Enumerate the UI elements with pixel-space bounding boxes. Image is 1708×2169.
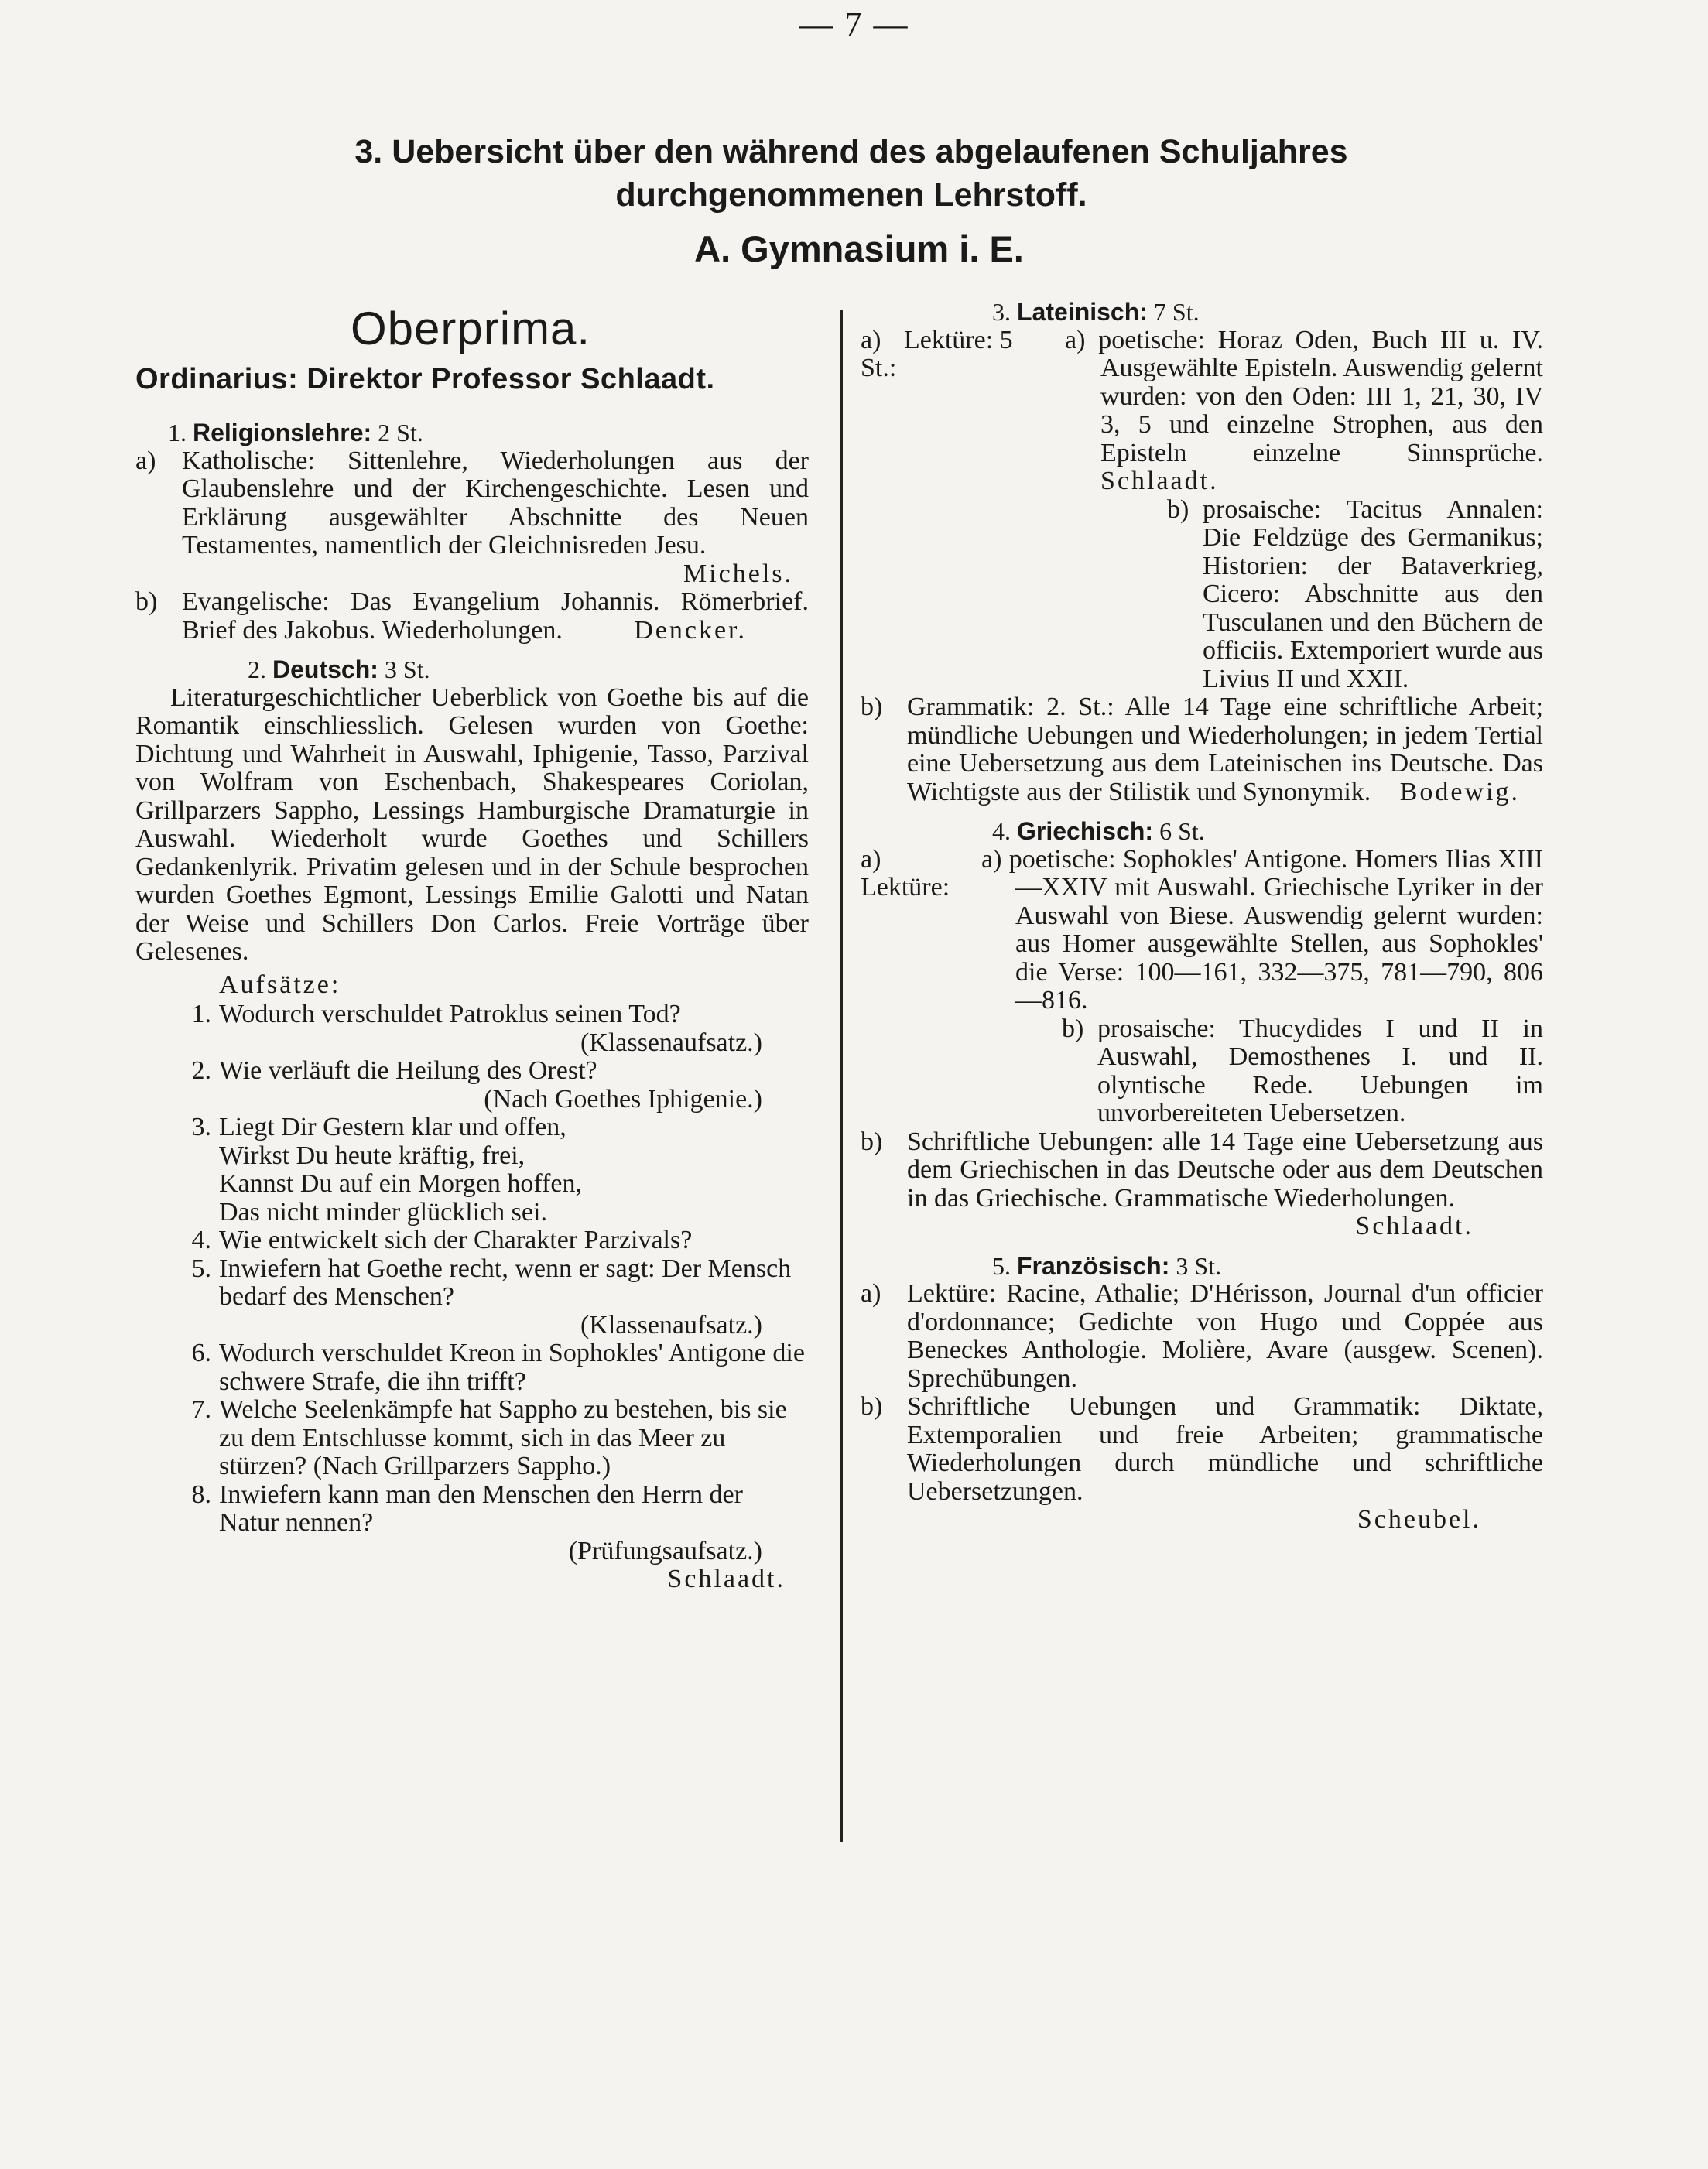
subject-number: 5.	[992, 1251, 1011, 1280]
list-item	[861, 1015, 1543, 1128]
essay-item	[135, 1481, 809, 1538]
essay-note: (Nach Goethes Iphigenie.)	[484, 1084, 762, 1114]
poem-line: Das nicht minder glücklich sei.	[219, 1197, 547, 1226]
item-label	[861, 327, 1015, 496]
subject-heading	[861, 817, 1543, 846]
list-item	[861, 496, 1543, 694]
subject-hours: 6 St.	[1159, 817, 1205, 845]
subject-franzoesisch	[861, 1252, 1543, 1534]
sub-label: a)	[1065, 325, 1086, 354]
subject-number: 4.	[992, 817, 1011, 845]
page-number: — 7 —	[799, 5, 909, 43]
ordinarius-line: Ordinarius: Direktor Professor Schlaadt.	[135, 363, 715, 395]
right-column	[861, 298, 1543, 1545]
sub-text: poetische: Horaz Oden, Buch III u. IV. Ausgewählte Episteln. Auswendig gelernt wurden: von den Oden: III 1, 21, 30, IV 3, 5 und einzelne Strophen, aus den Episteln einzelne Sinnsprüche.	[1098, 325, 1544, 467]
essay-item	[135, 1057, 809, 1086]
item-text	[1015, 327, 1543, 496]
essay-number: 6.	[191, 1339, 211, 1367]
left-column	[135, 298, 809, 1605]
subject-name: Französisch:	[1017, 1251, 1170, 1280]
poem-line: Kannst Du auf ein Morgen hoffen,	[219, 1169, 582, 1198]
essay-note: (Klassenaufsatz.)	[580, 1310, 762, 1339]
essay-number: 8.	[191, 1480, 211, 1509]
essay-item	[135, 1339, 809, 1396]
item-label	[861, 846, 977, 1015]
subject-griechisch	[861, 817, 1543, 1241]
subject-heading	[135, 419, 809, 447]
subject-religion	[135, 419, 809, 645]
essay-item	[135, 1226, 809, 1255]
item-text: Schriftliche Uebungen und Grammatik: Diktate, Extemporalien und freie Arbeiten; grammatische Wiederholungen durch mündliche und schriftliche Uebersetzungen.	[907, 1392, 1543, 1506]
main-title-line2: durchgenommenen Lehrstoff.	[615, 176, 1087, 214]
subject-hours: 7 St.	[1153, 298, 1200, 326]
essay-text: Wodurch verschuldet Kreon in Sophokles' Antigone die schwere Strafe, die ihn trifft?	[219, 1339, 805, 1396]
sub-label: a)	[981, 844, 1002, 874]
essay-note: (Klassenaufsatz.)	[580, 1028, 762, 1057]
list-item	[861, 1393, 1543, 1506]
subtitle: A. Gymnasium i. E.	[694, 228, 1024, 269]
item-label: b)	[1167, 494, 1189, 524]
essay-item	[135, 1114, 809, 1226]
item-label: a)	[861, 1279, 881, 1308]
item-text: Evangelische: Das Evangelium Johannis. Römerbrief. Brief des Jakobus. Wiederholungen.	[182, 587, 809, 645]
essay-text: Wie entwickelt sich der Charakter Parzivals?	[219, 1226, 693, 1254]
item-text: Grammatik: 2. St.: Alle 14 Tage eine schriftliche Arbeit; mündliche Uebungen und Wiederholungen; in jedem Tertial eine Uebersetzung aus dem Lateinischen ins Deutsche. Das Wichtigste aus der Stilistik und Synonymik.	[907, 693, 1543, 806]
subject-name: Griechisch:	[1017, 817, 1154, 845]
essay-note: (Prüfungsaufsatz.)	[568, 1536, 762, 1565]
essay-number: 1.	[191, 1000, 211, 1028]
subject-name: Lateinisch:	[1017, 298, 1148, 326]
teacher-name: Bodewig.	[1399, 777, 1520, 806]
subject-number: 1.	[168, 419, 187, 446]
subject-heading	[135, 655, 809, 684]
essay-number: 5.	[191, 1254, 211, 1283]
subject-name: Deutsch:	[272, 655, 378, 683]
teacher-name: Scheubel.	[1357, 1505, 1481, 1534]
main-title-line1: 3. Uebersicht über den während des abgelaufenen Schuljahres	[354, 133, 1348, 170]
subject-name: Religionslehre:	[193, 419, 372, 446]
list-item	[861, 1280, 1543, 1393]
subject-heading	[861, 1252, 1543, 1281]
item-label: b)	[861, 1392, 883, 1421]
item-text: Lektüre: Racine, Athalie; D'Hérisson, Journal d'un officier d'ordonnance; Gedichte von Hugo und Coppée aus Beneckes Anthologie. Molière, Avare (ausgew. Scenen). Sprechübungen.	[907, 1279, 1543, 1393]
teacher-name: Dencker.	[634, 615, 747, 645]
essay-text: Inwiefern kann man den Menschen den Herrn der Natur nennen?	[219, 1480, 743, 1537]
essay-text: Inwiefern hat Goethe recht, wenn er sagt: Der Mensch bedarf des Menschen?	[219, 1254, 792, 1311]
teacher-name: Schlaadt.	[1100, 467, 1219, 495]
subject-deutsch	[135, 655, 809, 1594]
class-title: Oberprima.	[351, 303, 591, 354]
subject-latein	[861, 298, 1543, 806]
item-text: Schriftliche Uebungen: alle 14 Tage eine Uebersetzung aus dem Griechischen in das Deutsche oder aus dem Deutschen in das Griechische. Grammatische Wiederholungen.	[907, 1127, 1543, 1213]
poem-line: Liegt Dir Gestern klar und offen,	[219, 1113, 566, 1141]
essay-text	[219, 1114, 809, 1226]
teacher-name: Michels.	[683, 559, 793, 588]
sub-text: poetische: Sophokles' Antigone. Homers Ilias XIII—XXIV mit Auswahl. Griechische Lyriker in der Auswahl von Biese. Auswendig gelernt wurden: aus Homer ausgewählte Stellen, aus Sophokles' die Verse: 100—161, 332—375, 781—790, 806—816.	[1008, 844, 1543, 1014]
essay-number: 3.	[191, 1113, 211, 1141]
essay-text: Wodurch verschuldet Patroklus seinen Tod?	[219, 1000, 681, 1028]
poem-line: Wirkst Du heute kräftig, frei,	[219, 1141, 525, 1170]
subject-hours: 3 St.	[384, 655, 430, 683]
item-intro: Lektüre: 5 St.:	[861, 325, 1013, 382]
item-label-a: a)	[861, 325, 881, 354]
item-text: prosaische: Thucydides I und II in Auswahl, Demosthenes I. und II. olyntische Rede. Uebungen im unvorbereiteten Uebersetzen.	[1097, 1014, 1543, 1127]
essay-item	[135, 1396, 809, 1481]
list-item	[861, 327, 1543, 496]
list-item	[135, 447, 809, 560]
item-text: prosaische: Tacitus Annalen: Die Feldzüge des Germanikus; Historien: der Bataverkrieg, Cicero: Abschnitte aus den Tusculanen und den Büchern de officiis. Extemporiert wurde aus Livius II und XXII.	[1203, 494, 1543, 693]
subject-number: 3.	[992, 298, 1011, 326]
item-label-a: a)	[861, 844, 881, 874]
subject-hours: 3 St.	[1176, 1251, 1222, 1280]
list-item	[861, 1128, 1543, 1213]
essay-text: Wie verläuft die Heilung des Orest?	[219, 1056, 597, 1085]
item-intro: Lektüre:	[861, 873, 950, 901]
subject-heading	[861, 298, 1543, 327]
essays-heading: Aufsätze:	[219, 970, 341, 999]
essay-number: 4.	[191, 1226, 211, 1254]
item-label: b)	[1062, 1014, 1084, 1043]
item-label: b)	[861, 1127, 883, 1156]
subject-number: 2.	[248, 655, 266, 683]
deutsch-text: Literaturgeschichtlicher Ueberblick von Goethe bis auf die Romantik einschliesslich. Gelesen wurden von Goethe: Dichtung und Wahrheit in Auswahl, Iphigenie, Tasso, Parzival von Wolfram von Eschenbach, Shakespeares Coriolan, Grillparzers Sappho, Lessings Hamburgische Dramaturgie in Auswahl. Wiederholt wurde Goethes und Schillers Gedankenlyrik. Privatim gelesen und in der Schule besprochen wurden Goethes Egmont, Lessings Emilie Galotti und Natan der Weise und Schillers Don Carlos. Freie Vorträge über Gelesenes.	[135, 683, 809, 966]
item-label: b)	[135, 587, 158, 616]
essay-item	[135, 1255, 809, 1312]
item-label: b)	[861, 693, 883, 721]
essay-number: 7.	[191, 1395, 211, 1424]
item-text	[977, 846, 1543, 1015]
teacher-name: Schlaadt.	[667, 1565, 786, 1593]
item-label: a)	[135, 446, 156, 475]
main-title	[232, 130, 1470, 217]
subject-hours: 2 St.	[378, 419, 423, 446]
teacher-name: Schlaadt.	[1355, 1212, 1474, 1240]
item-text: Katholische: Sittenlehre, Wiederholungen aus der Glaubenslehre und der Kirchengeschichte. Lesen und Erklärung ausgewählter Abschnitte des Neuen Testamentes, namentlich der Gleichnisreden Jesu.	[182, 446, 809, 559]
list-item	[861, 846, 1543, 1015]
essay-text: Welche Seelenkämpfe hat Sappho zu bestehen, bis sie zu dem Entschlusse kommt, sich in das Meer zu stürzen? (Nach Grillparzers Sappho.)	[219, 1395, 787, 1480]
essay-item	[135, 1001, 809, 1029]
essay-number: 2.	[191, 1056, 211, 1085]
column-divider	[840, 310, 843, 1842]
